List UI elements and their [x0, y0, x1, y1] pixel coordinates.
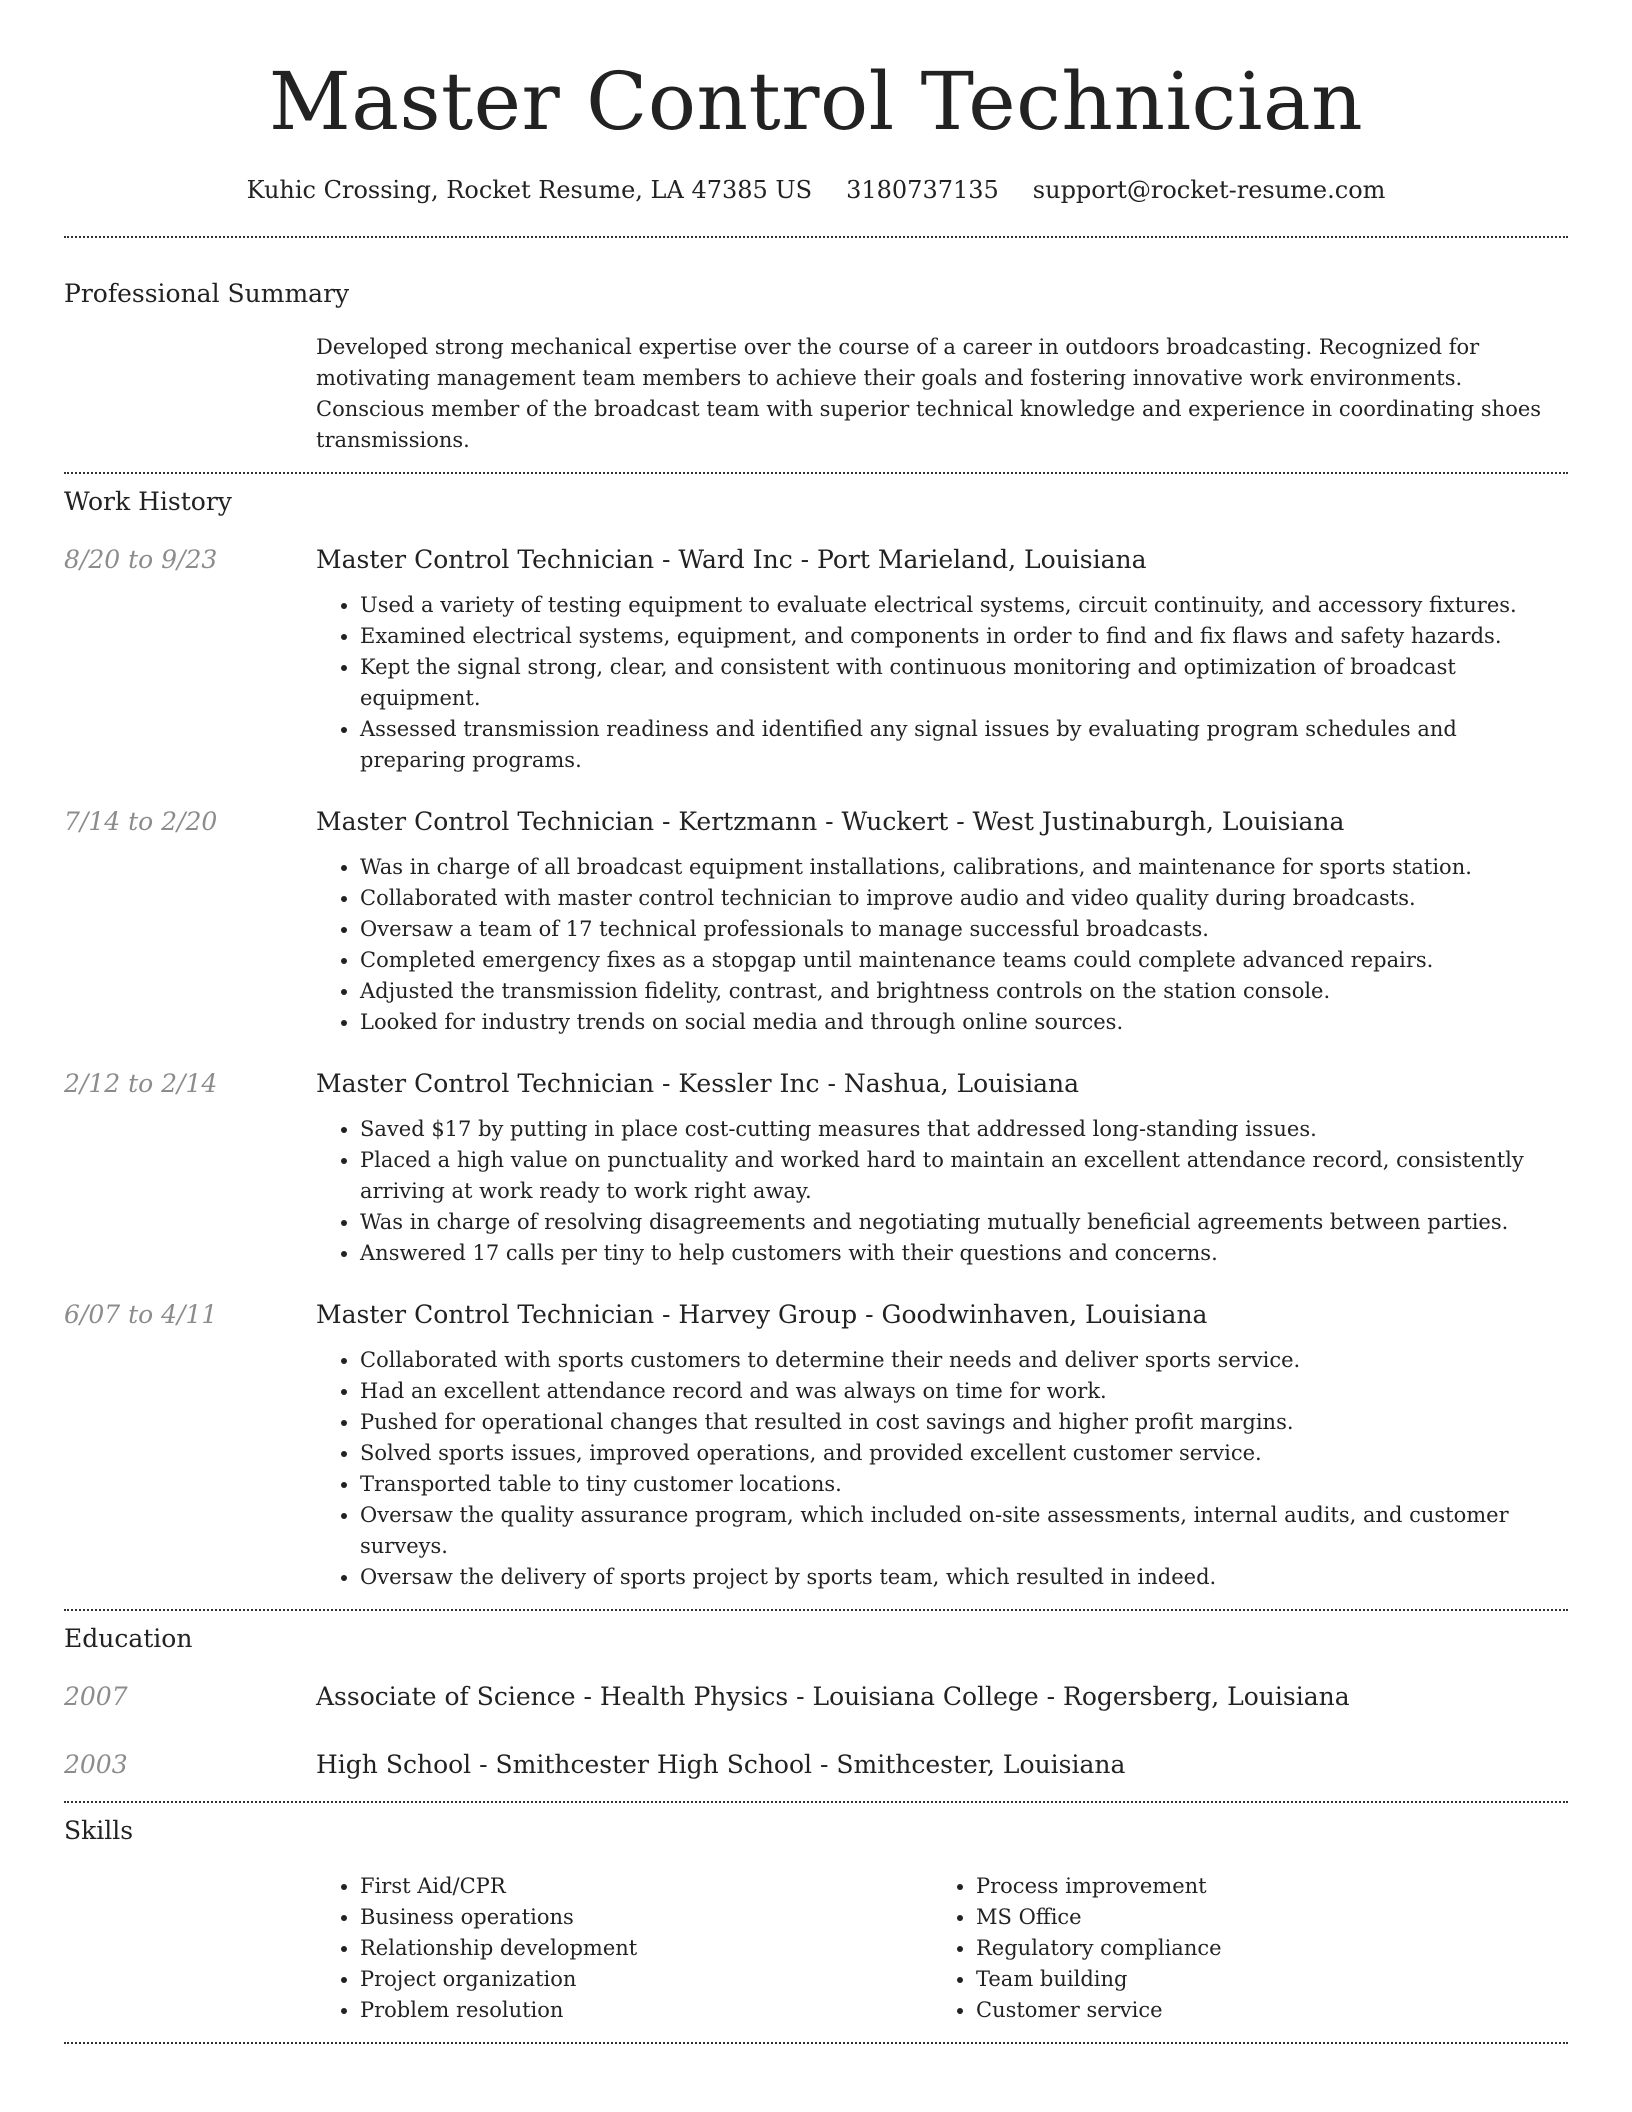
job-entry — [64, 1299, 1568, 1593]
job-entry — [64, 544, 1568, 776]
work-history-section — [64, 474, 1568, 1593]
skill-item: • Business operations — [360, 1902, 932, 1933]
address: Kuhic Crossing, Rocket Resume, LA 47385 US — [246, 176, 813, 204]
skill-item: • Regulatory compliance — [976, 1933, 1548, 1964]
job-dates: 6/07 to 4/11 — [64, 1300, 218, 1329]
job-title: Master Control Technician - Kertzmann - Wuckert - West Justinaburgh, Louisiana — [316, 807, 1345, 836]
list-item: • Pushed for operational changes that resulted in cost savings and higher profit margins. — [360, 1407, 1568, 1438]
skills-heading: Skills — [64, 1816, 134, 1845]
list-item: • Solved sports issues, improved operations, and provided excellent customer service. — [360, 1438, 1568, 1469]
job-bullets — [316, 852, 1568, 1038]
education-year: 2007 — [64, 1682, 128, 1711]
skill-item: • Project organization — [360, 1964, 932, 1995]
job-dates: 2/12 to 2/14 — [64, 1069, 218, 1098]
list-item: • Collaborated with sports customers to determine their needs and deliver sports service. — [360, 1345, 1568, 1376]
education-entry — [64, 1681, 1568, 1713]
list-item: • Oversaw the quality assurance program, which included on-site assessments, internal audits, and customer surveys. — [360, 1500, 1568, 1562]
list-item: • Oversaw the delivery of sports project by sports team, which resulted in indeed. — [360, 1562, 1568, 1593]
list-item: • Transported table to tiny customer locations. — [360, 1469, 1568, 1500]
list-item: • Examined electrical systems, equipment, and components in order to find and fix flaws and safety hazards. — [360, 621, 1568, 652]
skill-item: • MS Office — [976, 1902, 1548, 1933]
phone: 3180737135 — [846, 176, 999, 204]
list-item: • Looked for industry trends on social media and through online sources. — [360, 1007, 1568, 1038]
job-entry — [64, 1068, 1568, 1269]
summary-heading: Professional Summary — [64, 279, 350, 308]
skill-item: • Customer service — [976, 1995, 1548, 2026]
list-item: • Was in charge of resolving disagreements and negotiating mutually beneficial agreements between parties. — [360, 1207, 1568, 1238]
job-title: Master Control Technician - Ward Inc - Port Marieland, Louisiana — [316, 545, 1147, 574]
list-item: • Answered 17 calls per tiny to help customers with their questions and concerns. — [360, 1238, 1568, 1269]
job-title: Master Control Technician - Kessler Inc - Nashua, Louisiana — [316, 1069, 1079, 1098]
job-bullets — [316, 1345, 1568, 1593]
skill-item: • Team building — [976, 1964, 1548, 1995]
divider — [64, 2042, 1568, 2044]
contact-line — [64, 174, 1568, 206]
skill-item: • Process improvement — [976, 1871, 1548, 1902]
skill-item: • First Aid/CPR — [360, 1871, 932, 1902]
job-bullets — [316, 1114, 1568, 1269]
list-item: • Kept the signal strong, clear, and consistent with continuous monitoring and optimization of broadcast equipment. — [360, 652, 1568, 714]
job-entry — [64, 806, 1568, 1038]
summary-section — [64, 238, 1568, 456]
list-item: • Completed emergency fixes as a stopgap until maintenance teams could complete advanced repairs. — [360, 945, 1568, 976]
job-bullets — [316, 590, 1568, 776]
education-heading: Education — [64, 1624, 193, 1653]
education-section — [64, 1611, 1568, 1781]
list-item: • Saved $17 by putting in place cost-cutting measures that addressed long-standing issues. — [360, 1114, 1568, 1145]
job-title: Master Control Technician - Harvey Group - Goodwinhaven, Louisiana — [316, 1300, 1208, 1329]
list-item: • Had an excellent attendance record and was always on time for work. — [360, 1376, 1568, 1407]
education-entry — [64, 1749, 1568, 1781]
skills-section — [64, 1803, 1568, 2026]
list-item: • Placed a high value on punctuality and worked hard to maintain an excellent attendance record, consistently arriving at work ready to work right away. — [360, 1145, 1568, 1207]
summary-text: Developed strong mechanical expertise over the course of a career in outdoors broadcasting. Recognized for motivating management team members to achieve their goals and fostering innovative work environments. Conscious member of the broadcast team with superior technical knowledge and experience in coordinating shoes transmissions. — [316, 335, 1542, 452]
candidate-name: Master Control Technician — [268, 55, 1364, 148]
skills-column-right — [932, 1871, 1548, 2026]
job-dates: 8/20 to 9/23 — [64, 545, 218, 574]
education-text: Associate of Science - Health Physics - Louisiana College - Rogersberg, Louisiana — [316, 1682, 1350, 1711]
list-item: • Assessed transmission readiness and identified any signal issues by evaluating program schedules and preparing programs. — [360, 714, 1568, 776]
education-text: High School - Smithcester High School - Smithcester, Louisiana — [316, 1750, 1126, 1779]
list-item: • Used a variety of testing equipment to evaluate electrical systems, circuit continuity, and accessory fixtures. — [360, 590, 1568, 621]
list-item: • Oversaw a team of 17 technical professionals to manage successful broadcasts. — [360, 914, 1568, 945]
job-dates: 7/14 to 2/20 — [64, 807, 218, 836]
list-item: • Adjusted the transmission fidelity, contrast, and brightness controls on the station console. — [360, 976, 1568, 1007]
skill-item: • Problem resolution — [360, 1995, 932, 2026]
skills-column-left — [316, 1871, 932, 2026]
list-item: • Collaborated with master control technician to improve audio and video quality during broadcasts. — [360, 883, 1568, 914]
skill-item: • Relationship development — [360, 1933, 932, 1964]
education-year: 2003 — [64, 1750, 128, 1779]
work-history-heading: Work History — [64, 487, 232, 516]
list-item: • Was in charge of all broadcast equipment installations, calibrations, and maintenance for sports station. — [360, 852, 1568, 883]
skills-list — [316, 1871, 1568, 2026]
email: support@rocket-resume.com — [1032, 176, 1386, 204]
